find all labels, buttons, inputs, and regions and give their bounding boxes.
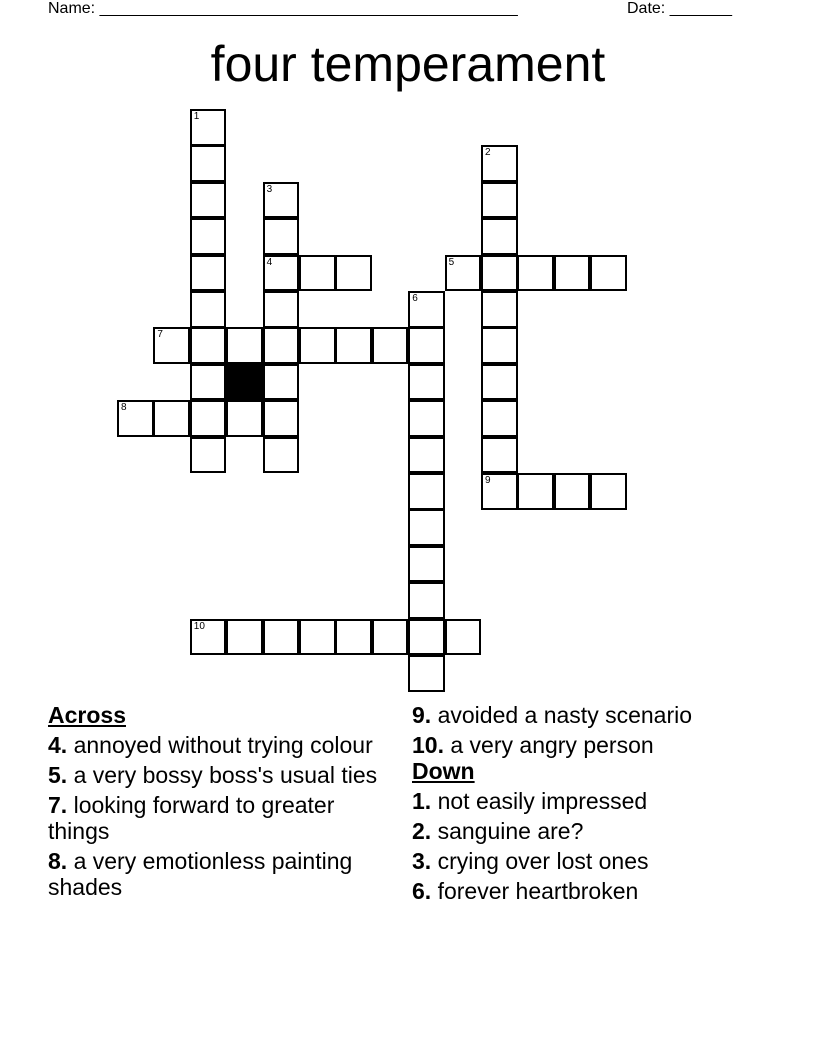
clue-number: 6. — [412, 878, 432, 904]
down-heading: Down — [412, 758, 475, 784]
grid-cell[interactable] — [263, 400, 300, 437]
grid-cell[interactable] — [590, 473, 627, 510]
grid-cell[interactable] — [408, 437, 445, 474]
grid-cell[interactable] — [408, 473, 445, 510]
clue-down-3 — [412, 848, 752, 874]
grid-cell[interactable] — [481, 473, 518, 510]
clue-text: not easily impressed — [437, 788, 648, 814]
grid-cell[interactable] — [263, 182, 300, 219]
clue-number: 9. — [412, 702, 432, 728]
clue-number: 10. — [412, 732, 444, 758]
grid-cell[interactable] — [481, 145, 518, 182]
grid-cell[interactable] — [517, 473, 554, 510]
grid-cell[interactable] — [263, 218, 300, 255]
clue-down-6 — [412, 878, 752, 904]
grid-cell[interactable] — [408, 364, 445, 401]
grid-cell[interactable] — [263, 619, 300, 656]
clue-across-10 — [412, 732, 752, 758]
clues-right-column — [412, 702, 752, 904]
clue-text: sanguine are? — [437, 818, 584, 844]
cell-number: 1 — [193, 111, 200, 122]
grid-cell[interactable] — [554, 473, 591, 510]
grid-cell[interactable] — [153, 400, 190, 437]
clue-text: annoyed without trying colour — [73, 732, 373, 758]
grid-cell[interactable] — [481, 182, 518, 219]
grid-cell[interactable] — [263, 255, 300, 292]
grid-cell[interactable] — [226, 619, 263, 656]
clue-text: forever heartbroken — [437, 878, 639, 904]
grid-cell[interactable] — [263, 327, 300, 364]
grid-cell[interactable] — [481, 291, 518, 328]
grid-cell[interactable] — [517, 255, 554, 292]
clue-number: 8. — [48, 848, 68, 874]
black-cell — [226, 364, 263, 401]
grid-cell[interactable] — [481, 437, 518, 474]
grid-cell[interactable] — [226, 400, 263, 437]
grid-cell[interactable] — [335, 619, 372, 656]
clue-number: 7. — [48, 792, 68, 818]
grid-cell[interactable] — [190, 291, 227, 328]
across-heading: Across — [48, 702, 126, 728]
clue-number: 2. — [412, 818, 432, 844]
cell-number: 6 — [412, 293, 418, 304]
grid-cell[interactable] — [190, 400, 227, 437]
grid-cell[interactable] — [190, 145, 227, 182]
grid-cell[interactable] — [263, 364, 300, 401]
grid-cell[interactable] — [408, 546, 445, 583]
clue-number: 4. — [48, 732, 68, 758]
clue-across-8 — [48, 848, 378, 900]
cell-number: 7 — [157, 329, 163, 341]
clue-across-5 — [48, 762, 378, 788]
clue-number: 5. — [48, 762, 68, 788]
grid-cell[interactable] — [408, 400, 445, 437]
grid-cell[interactable] — [408, 509, 445, 546]
clue-text: looking forward to greater things — [48, 792, 335, 844]
grid-cell[interactable] — [481, 327, 518, 364]
grid-cell[interactable] — [481, 400, 518, 437]
grid-cell[interactable] — [445, 255, 482, 292]
grid-cell[interactable] — [481, 218, 518, 255]
clue-across-4 — [48, 732, 378, 758]
clue-text: a very angry person — [450, 732, 654, 758]
page-title: four temperament — [210, 36, 606, 92]
clue-across-7 — [48, 792, 378, 844]
clues-left-column — [48, 702, 378, 900]
grid-cell[interactable] — [481, 364, 518, 401]
grid-cell[interactable] — [408, 291, 445, 328]
grid-cell[interactable] — [408, 327, 445, 364]
grid-cell[interactable] — [372, 619, 409, 656]
clue-text: crying over lost ones — [437, 848, 649, 874]
grid-cell[interactable] — [481, 255, 518, 292]
grid-cell[interactable] — [590, 255, 627, 292]
grid-cell[interactable] — [263, 291, 300, 328]
grid-cell[interactable] — [190, 437, 227, 474]
clue-text: a very emotionless painting shades — [48, 848, 353, 900]
grid-cell[interactable] — [190, 327, 227, 364]
clue-number: 3. — [412, 848, 432, 874]
grid-cell[interactable] — [117, 400, 154, 437]
grid-cell[interactable] — [445, 619, 482, 656]
cell-number: 4 — [266, 256, 273, 268]
date-line: Date: _______ — [627, 0, 732, 17]
grid-cell[interactable] — [372, 327, 409, 364]
grid-cell[interactable] — [190, 619, 227, 656]
grid-cell[interactable] — [226, 327, 263, 364]
clue-text: avoided a nasty scenario — [437, 702, 693, 728]
clue-number: 1. — [412, 788, 432, 814]
cell-number: 10 — [193, 620, 205, 632]
cell-number: 2 — [485, 147, 491, 159]
grid-cell[interactable] — [408, 655, 445, 692]
grid-cell[interactable] — [263, 437, 300, 474]
name-line: Name: _______________________________________________ — [48, 0, 518, 17]
clue-down-2 — [412, 818, 752, 844]
grid-cell[interactable] — [299, 255, 336, 292]
clue-down-1 — [412, 788, 752, 814]
grid-cell[interactable] — [299, 327, 336, 364]
grid-cell[interactable] — [190, 255, 227, 292]
grid-cell[interactable] — [190, 109, 227, 146]
grid-cell[interactable] — [190, 182, 227, 219]
grid-cell[interactable] — [153, 327, 190, 364]
clue-text: a very bossy boss's usual ties — [73, 762, 378, 788]
grid-cell[interactable] — [554, 255, 591, 292]
grid-cell[interactable] — [190, 218, 227, 255]
grid-cell[interactable] — [335, 255, 372, 292]
cell-number: 3 — [266, 183, 273, 195]
cell-number: 9 — [485, 475, 491, 486]
grid-cell[interactable] — [408, 619, 445, 656]
grid-cell[interactable] — [335, 327, 372, 364]
cell-number: 8 — [121, 402, 127, 414]
grid-cell[interactable] — [190, 364, 227, 401]
cell-number: 5 — [448, 256, 455, 268]
clue-across-9 — [412, 702, 752, 728]
grid-cell[interactable] — [408, 582, 445, 619]
grid-cell[interactable] — [299, 619, 336, 656]
